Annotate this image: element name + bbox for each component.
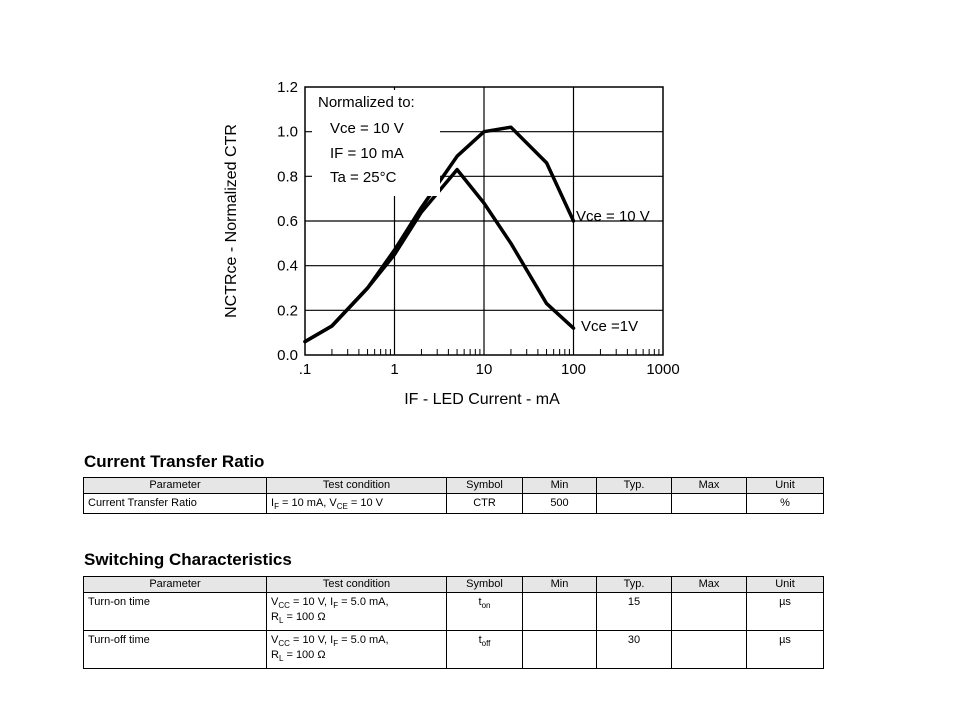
y-tick-label: 0.8 <box>277 168 298 186</box>
y-tick-label: 1.2 <box>277 79 298 96</box>
cell-parameter: Turn-off time <box>84 631 267 669</box>
x-tick-label: 1000 <box>646 361 680 378</box>
header-typ: Typ. <box>597 577 672 593</box>
table-row <box>84 631 824 669</box>
header-unit: Unit <box>747 577 824 593</box>
y-tick-label: 0.6 <box>277 213 298 230</box>
cell-symbol: $t_{off}$ <box>447 631 523 669</box>
cell-typ: 30 <box>597 631 672 669</box>
header-unit: Unit <box>747 478 824 494</box>
table-header-row <box>84 577 824 593</box>
switching-table <box>83 576 824 669</box>
table-row <box>84 593 824 631</box>
cell-test-condition: $V_{CC} = 10$ V, $I_F = 5.0$ mA, $R_L = 100$ Ω <box>267 631 447 669</box>
cell-unit: µs <box>747 631 824 669</box>
cell-typ <box>597 494 672 514</box>
y-tick-label: 0.4 <box>277 257 298 275</box>
header-symbol: Symbol <box>447 478 523 494</box>
cell-unit: % <box>747 494 824 514</box>
header-test-condition: Test condition <box>267 577 447 593</box>
y-axis-label: NCTRce - Normalized CTR <box>223 124 240 318</box>
header-test-condition: Test condition <box>267 478 447 494</box>
header-max: Max <box>672 478 747 494</box>
header-min: Min <box>523 478 597 494</box>
cell-parameter: Current Transfer Ratio <box>84 494 267 514</box>
switching-table-title: Switching Characteristics <box>84 550 292 569</box>
y-tick-label: 0.0 <box>277 347 298 364</box>
x-tick-label: .1 <box>298 361 312 378</box>
header-typ: Typ. <box>597 478 672 494</box>
cell-symbol: $t_{on}$ <box>447 593 523 631</box>
table-row <box>84 494 824 514</box>
series-label-vce10: Vce = 10 V <box>576 208 650 225</box>
annotation-line-3: IF = 10 mA <box>330 145 404 162</box>
cell-typ: 15 <box>597 593 672 631</box>
ctr-table <box>83 477 824 514</box>
cell-max <box>672 593 747 631</box>
header-parameter: Parameter <box>84 577 267 593</box>
y-tick-label: 0.2 <box>277 302 298 320</box>
table-header-row <box>84 478 824 494</box>
x-tick-label: 100 <box>560 361 587 378</box>
cell-max <box>672 494 747 514</box>
x-tick-label: 1 <box>390 361 399 378</box>
cell-symbol: CTR <box>447 494 523 514</box>
cell-min <box>523 593 597 631</box>
cell-min <box>523 631 597 669</box>
cell-test-condition: $I_F = 10$ mA, $V_{CE} = 10$ V <box>267 494 447 514</box>
annotation-line-1: Normalized to: <box>318 94 415 111</box>
header-max: Max <box>672 577 747 593</box>
header-symbol: Symbol <box>447 577 523 593</box>
header-min: Min <box>523 577 597 593</box>
x-tick-label: 10 <box>475 361 493 378</box>
annotation-line-2: Vce = 10 V <box>330 120 404 137</box>
ctr-table-title: Current Transfer Ratio <box>84 452 265 471</box>
annotation-line-4: Ta = 25°C <box>330 169 397 186</box>
y-tick-label: 1.0 <box>277 123 298 141</box>
cell-min: 500 <box>523 494 597 514</box>
cell-test-condition: $V_{CC} = 10$ V, $I_F = 5.0$ mA, $R_L = 100$ Ω <box>267 593 447 631</box>
header-parameter: Parameter <box>84 478 267 494</box>
cell-max <box>672 631 747 669</box>
cell-unit: µs <box>747 593 824 631</box>
cell-parameter: Turn-on time <box>84 593 267 631</box>
x-axis-label: IF - LED Current - mA <box>404 391 560 408</box>
series-label-vce1: Vce =1V <box>581 318 639 335</box>
